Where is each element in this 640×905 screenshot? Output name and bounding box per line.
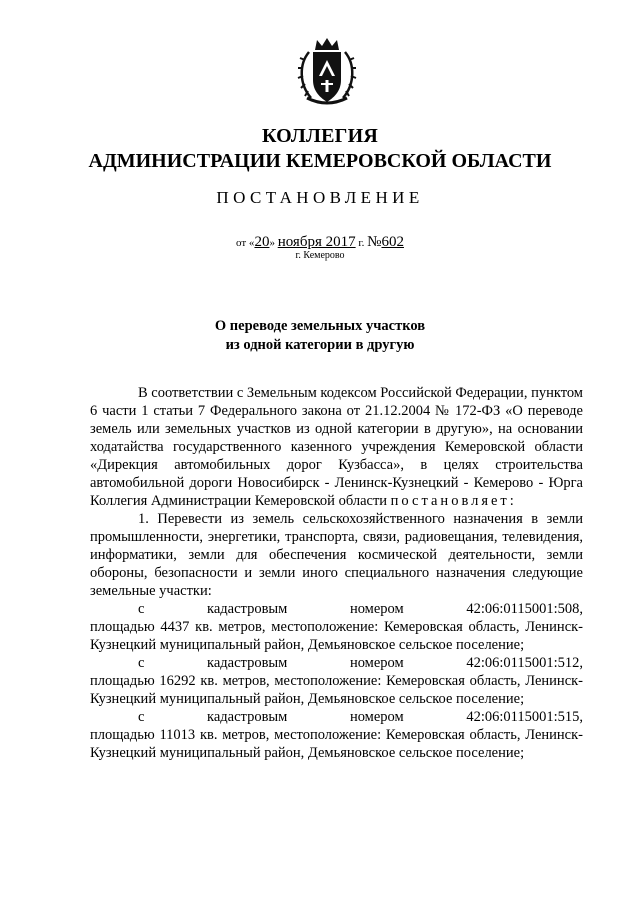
parcel-word: кадастровым bbox=[207, 655, 288, 671]
parcel-word: кадастровым bbox=[207, 601, 288, 617]
resolves-word: постановляет: bbox=[390, 493, 517, 509]
date-year-suffix: г. bbox=[358, 237, 365, 249]
parcel-word: номером bbox=[349, 709, 404, 725]
parcel-word: номером bbox=[349, 601, 404, 617]
cadastral-number: 42:06:0115001:508, bbox=[466, 601, 583, 617]
document-city: г. Кемерово bbox=[295, 250, 345, 261]
org-title-line2: АДМИНИСТРАЦИИ КЕМЕРОВСКОЙ ОБЛАСТИ bbox=[88, 150, 552, 172]
date-month-year: ноября 2017 bbox=[277, 234, 356, 250]
org-title-line1: КОЛЛЕГИЯ bbox=[261, 125, 379, 147]
parcel-word: с bbox=[138, 655, 145, 671]
parcel-head bbox=[90, 708, 583, 726]
document-type: ПОСТАНОВЛЕНИЕ bbox=[216, 188, 424, 207]
number-label: № bbox=[367, 234, 382, 250]
preamble-paragraph bbox=[90, 384, 583, 510]
parcel-item bbox=[90, 600, 583, 654]
cadastral-number: 42:06:0115001:512, bbox=[466, 655, 583, 671]
parcel-item bbox=[90, 708, 583, 762]
cadastral-number: 42:06:0115001:515, bbox=[466, 709, 583, 725]
document-body bbox=[90, 384, 583, 762]
parcel-item bbox=[90, 654, 583, 708]
parcel-word: номером bbox=[349, 655, 404, 671]
date-prefix: от « bbox=[236, 237, 255, 249]
document-subject bbox=[0, 317, 640, 355]
document-number: 602 bbox=[381, 234, 404, 250]
parcel-word: с bbox=[138, 601, 145, 617]
preamble-text: В соответствии с Земельным кодексом Российской Федерации, пунктом 6 части 1 статьи 7 Федерального закона от 21.12.2004 № 172-ФЗ «О переводе земель или земельных участков из одной категории в другую», на основании ходатайства государственного казенного учреждения Кемеровской области «Дирекция автомобильных дорог Кузбасса», в целях строительства автомобильной дороги Новосибирск - Ленинск-Кузнецкий - Кемерово - Юрга Коллегия Администрации Кемеровской области bbox=[90, 385, 583, 509]
parcel-description: площадью 11013 кв. метров, местоположение: Кемеровская область, Ленинск-Кузнецкий муниципальный район, Демьяновское сельское поселение; bbox=[90, 727, 583, 761]
coat-of-arms-icon bbox=[295, 36, 359, 108]
item-1-paragraph: 1. Перевести из земель сельскохозяйственного назначения в земли промышленности, энергетики, транспорта, связи, радиовещания, телевидения, информатики, земли для обеспечения космической деятельности, земли обороны, безопасности и земли иного специального назначения следующие земельные участки: bbox=[90, 511, 583, 599]
subject-line2: из одной категории в другую bbox=[225, 337, 415, 353]
date-sep: » bbox=[269, 237, 275, 249]
parcel-head bbox=[90, 654, 583, 672]
document-date-line bbox=[0, 234, 640, 251]
subject-line1: О переводе земельных участков bbox=[214, 318, 426, 334]
parcel-head bbox=[90, 600, 583, 618]
parcel-word: с bbox=[138, 709, 145, 725]
date-day: 20 bbox=[254, 234, 270, 250]
parcel-description: площадью 4437 кв. метров, местоположение: Кемеровская область, Ленинск-Кузнецкий муниципальный район, Демьяновское сельское поселение; bbox=[90, 619, 583, 653]
parcel-word: кадастровым bbox=[207, 709, 288, 725]
parcel-description: площадью 16292 кв. метров, местоположение: Кемеровская область, Ленинск-Кузнецкий муниципальный район, Демьяновское сельское поселение; bbox=[90, 673, 583, 707]
